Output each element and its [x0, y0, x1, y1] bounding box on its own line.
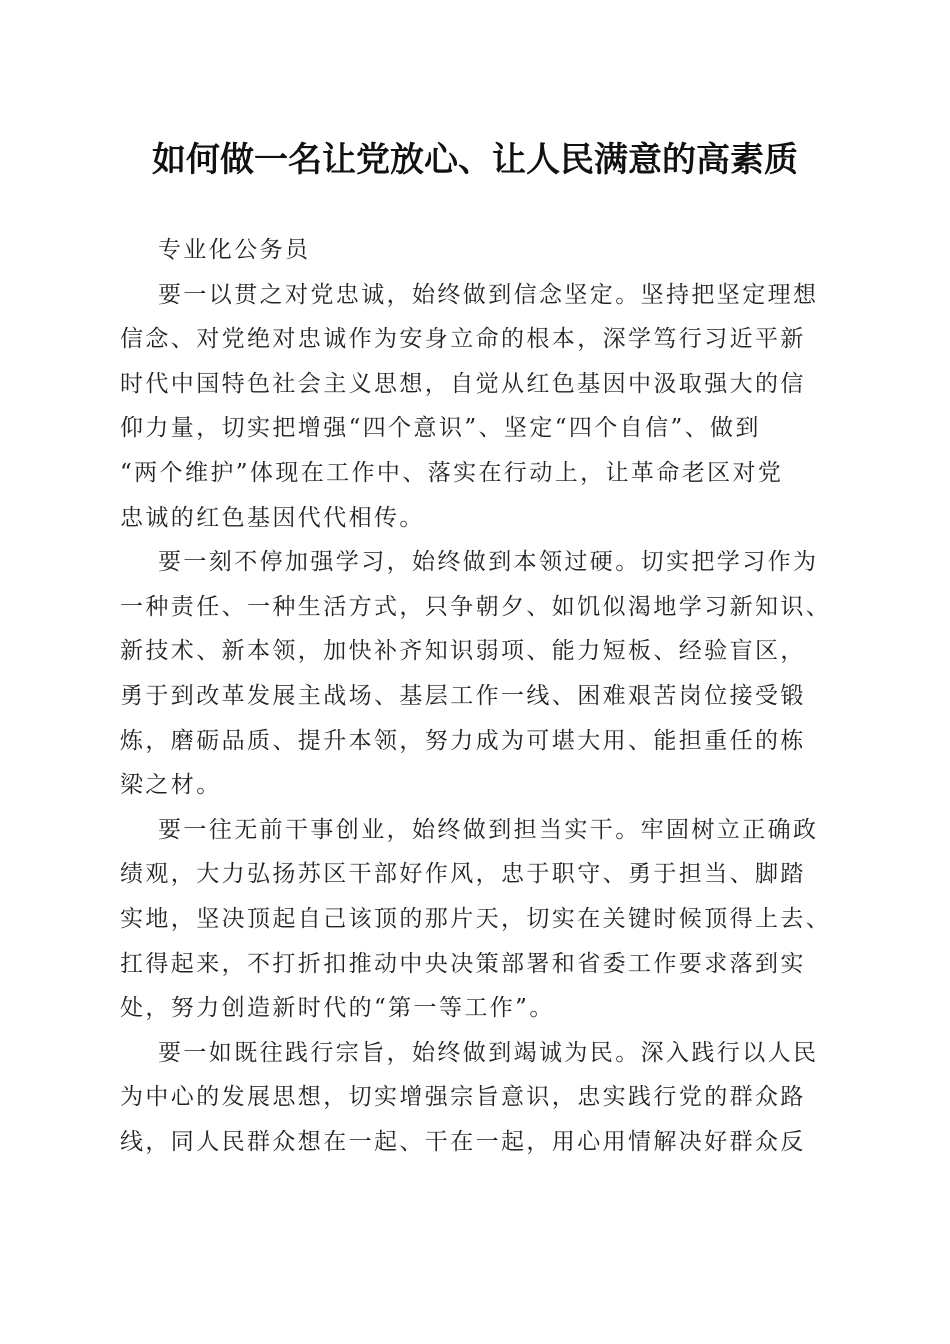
- body-line: 仰力量，切实把增强“四个意识”、坚定“四个自信”、做到: [120, 415, 761, 442]
- body-line: 绩观，大力弘扬苏区干部好作风，忠于职守、勇于担当、脚踏: [120, 861, 806, 888]
- body-line: 扛得起来，不打折扣推动中央决策部署和省委工作要求落到实: [120, 950, 806, 977]
- body-line: 为中心的发展思想，切实增强宗旨意识，忠实践行党的群众路: [120, 1084, 806, 1111]
- body-line: 实地，坚决顶起自己该顶的那片天，切实在关键时候顶得上去、: [120, 905, 832, 932]
- body-line: 要一以贯之对党忠诚，始终做到信念坚定。坚持把坚定理想: [158, 281, 819, 308]
- body-line: 时代中国特色社会主义思想，自觉从红色基因中汲取强大的信: [120, 370, 806, 397]
- body-line: 要一如既往践行宗旨，始终做到竭诚为民。深入践行以人民: [158, 1039, 819, 1066]
- body-line: 专业化公务员: [158, 237, 311, 263]
- body-line: 梁之材。: [120, 772, 222, 799]
- document-title: 如何做一名让党放心、让人民满意的高素质: [152, 140, 798, 180]
- body-line: 要一往无前干事创业，始终做到担当实干。牢固树立正确政: [158, 816, 819, 843]
- body-line: 新技术、新本领，加快补齐知识弱项、能力短板、经验盲区，: [120, 638, 806, 665]
- body-line: 信念、对党绝对忠诚作为安身立命的根本，深学笃行习近平新: [120, 326, 806, 353]
- body-line: 一种责任、一种生活方式，只争朝夕、如饥似渴地学习新知识、: [120, 593, 832, 620]
- body-line: 线，同人民群众想在一起、干在一起，用心用情解决好群众反: [120, 1128, 806, 1155]
- body-line: 处，努力创造新时代的“第一等工作”。: [120, 995, 555, 1022]
- body-line: 忠诚的红色基因代代相传。: [120, 504, 425, 531]
- body-line: 要一刻不停加强学习，始终做到本领过硬。切实把学习作为: [158, 549, 819, 576]
- body-line: 炼，磨砺品质、提升本领，努力成为可堪大用、能担重任的栋: [120, 727, 806, 754]
- document-body: [120, 228, 840, 1164]
- body-line: 勇于到改革发展主战场、基层工作一线、困难艰苦岗位接受锻: [120, 682, 806, 709]
- body-line: “两个维护”体现在工作中、落实在行动上，让革命老区对党: [120, 459, 784, 486]
